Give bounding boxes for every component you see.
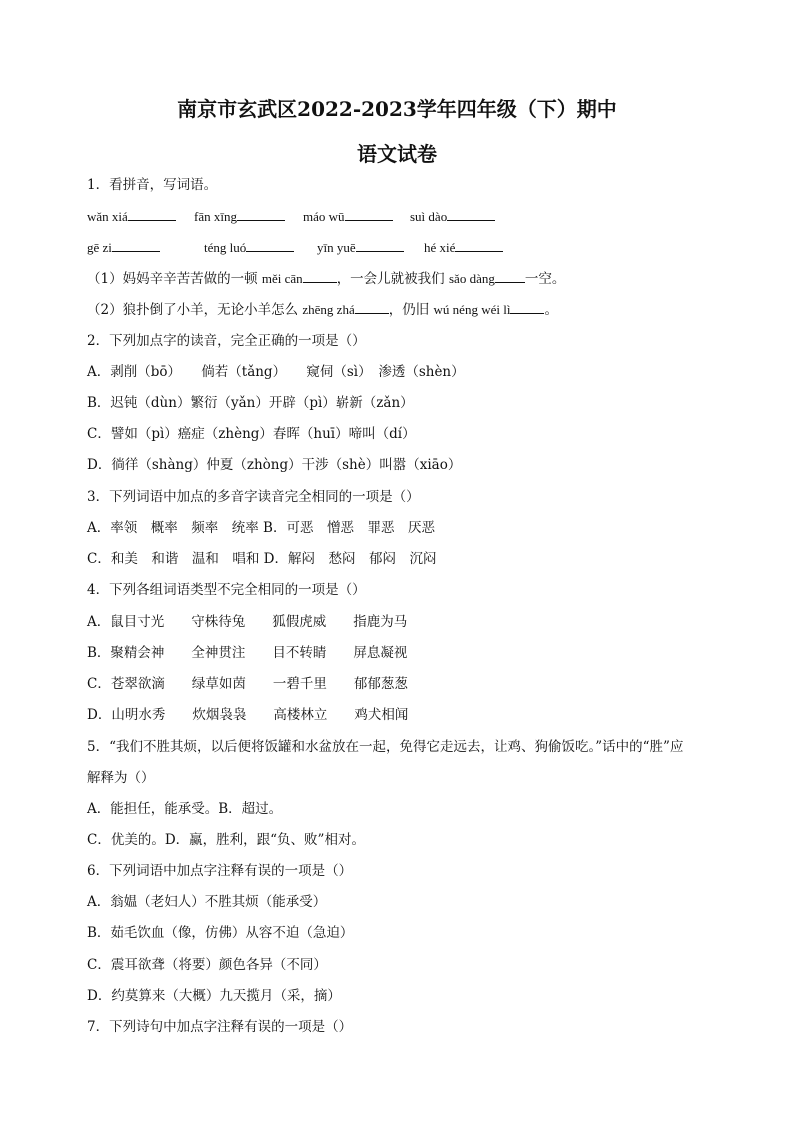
q2-option-a: A．剥削（bō） 倘若（tǎng） 窥伺（sì） 渗透（shèn）: [87, 364, 465, 380]
page-subtitle: 语文试卷: [357, 142, 437, 166]
answer-blank[interactable]: [455, 238, 503, 252]
answer-blank[interactable]: [112, 238, 160, 252]
q3-stem: 3．下列词语中加点的多音字读音完全相同的一项是（）: [87, 489, 420, 505]
pinyin-item: gē zi: [87, 238, 160, 258]
q4-stem: 4．下列各组词语类型不完全相同的一项是（）: [87, 582, 366, 598]
pinyin-item: wǎn xiá: [87, 207, 176, 227]
q2-option-c: C．譬如（pì）癌症（zhèng）春晖（huī）啼叫（dí）: [87, 426, 416, 442]
q5-stem-line-2: 解释为（）: [87, 770, 155, 786]
q6-stem: 6．下列词语中加点字注释有误的一项是（）: [87, 863, 353, 879]
q4-option-b: B．聚精会神 全神贯注 目不转睛 屏息凝视: [87, 645, 408, 661]
q6-option-a: A．翁媪（老妇人）不胜其烦（能承受）: [87, 894, 327, 910]
answer-blank[interactable]: [303, 269, 337, 283]
q2-stem: 2．下列加点字的读音，完全正确的一项是（）: [87, 333, 366, 349]
q4-option-c: C．苍翠欲滴 绿草如茵 一碧千里 郁郁葱葱: [87, 676, 408, 692]
pinyin-item: suì dào: [410, 207, 495, 227]
page-title: 南京市玄武区2022-2023学年四年级（下）期中: [177, 97, 617, 121]
q1-sentence-1: （1）妈妈辛辛苦苦做的一顿 měi cān ，一会儿就被我们 sǎo dàng 一空。: [87, 271, 566, 287]
q6-option-b: B．茹毛饮血（像，仿佛）从容不迫（急迫）: [87, 925, 354, 941]
q5-stem-line-1: 5．“我们不胜其烦，以后便将饭罐和水盆放在一起，免得它走远去，让鸡、狗偷饭吃。”话中的“胜”应: [87, 739, 684, 755]
answer-blank[interactable]: [510, 300, 544, 314]
answer-blank[interactable]: [237, 207, 285, 221]
answer-blank[interactable]: [356, 238, 404, 252]
pinyin-item: hé xié: [424, 238, 503, 258]
answer-blank[interactable]: [447, 207, 495, 221]
pinyin-item: yīn yuē: [317, 238, 404, 258]
q6-option-d: D．约莫算来（大概）九天揽月（采，摘）: [87, 988, 341, 1004]
answer-blank[interactable]: [495, 269, 525, 283]
answer-blank[interactable]: [345, 207, 393, 221]
pinyin-item: fān xīng: [194, 207, 285, 227]
q1-sentence-2: （2）狼扑倒了小羊，无论小羊怎么 zhēng zhá ，仍旧 wú néng wéi lì 。: [87, 302, 558, 318]
answer-blank[interactable]: [246, 238, 294, 252]
q6-option-c: C．震耳欲聋（将要）颜色各异（不同）: [87, 957, 327, 973]
q1-stem: 1．看拼音，写词语。: [87, 177, 218, 193]
q2-option-d: D．徜徉（shàng）仲夏（zhòng）干涉（shè）叫嚣（xiāo）: [87, 457, 462, 473]
answer-blank[interactable]: [128, 207, 176, 221]
q4-option-d: D．山明水秀 炊烟袅袅 高楼林立 鸡犬相闻: [87, 707, 409, 723]
q7-stem: 7．下列诗句中加点字注释有误的一项是（）: [87, 1019, 353, 1035]
q5-options-ab: A．能担任，能承受。B．超过。: [87, 801, 283, 817]
q3-options-ab: A．率领 概率 频率 统率 B．可恶 憎恶 罪恶 厌恶: [87, 520, 435, 536]
pinyin-item: máo wū: [303, 207, 393, 227]
q5-options-cd: C．优美的。D．赢，胜利，跟“负、败”相对。: [87, 832, 365, 848]
pinyin-item: téng luó: [204, 238, 294, 258]
answer-blank[interactable]: [355, 300, 389, 314]
q4-option-a: A．鼠目寸光 守株待兔 狐假虎威 指鹿为马: [87, 614, 408, 630]
q2-option-b: B．迟钝（dùn）繁衍（yǎn）开辟（pì）崭新（zǎn）: [87, 395, 414, 411]
q3-options-cd: C．和美 和谐 温和 唱和 D．解闷 愁闷 郁闷 沉闷: [87, 551, 437, 567]
